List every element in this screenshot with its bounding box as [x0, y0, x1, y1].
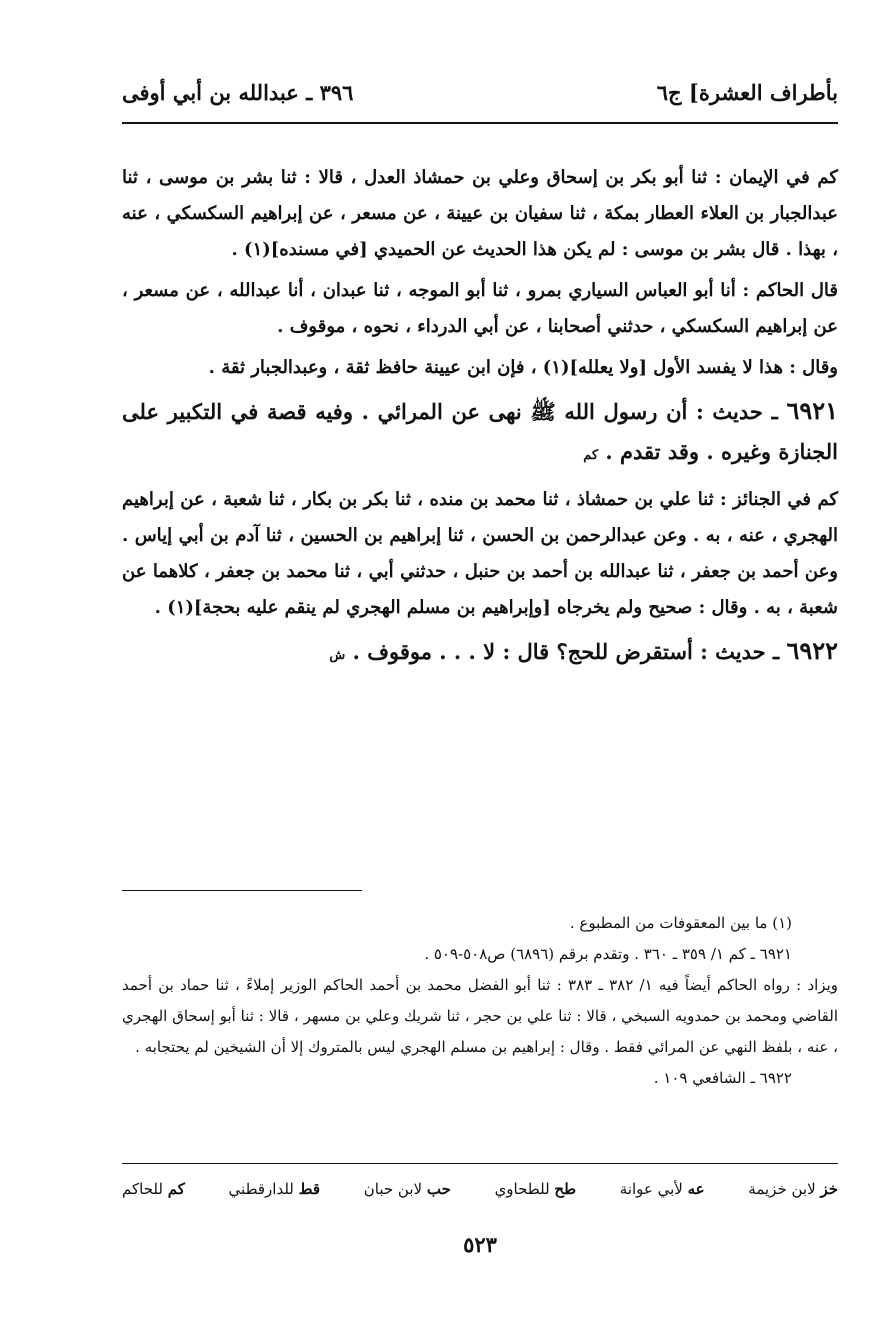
hadith-heading — [122, 391, 838, 476]
hadith-number: ٦٩٢٢ — [786, 636, 838, 665]
paragraph-lead: قال الحاكم : — [742, 280, 838, 301]
paragraph-text: في الجنائز : ثنا علي بن حمشاذ ، ثنا محمد بن منده ، ثنا بكر بن بكار ، ثنا شعبة ، عن إبراهيم الهجري ، عنه ، به . وعن عبدالرحمن بن الحسن ، ثنا إبراهيم بن الحسين ، ثنا آدم بن أبي إياس . وعن أحمد بن جعفر ، ثنا عبدالله بن أحمد بن حنبل ، حدثني أبي ، ثنا محمد بن جعفر ، كلاهما عن شعبة ، به . وقال : صحيح ولم يخرجاه [وإبراهيم بن مسلم الهجري لم ينقم عليه بحجة](١) . — [122, 489, 838, 618]
paragraph-text: أنا أبو العباس السياري بمرو ، ثنا أبو الموجه ، ثنا عبدان ، أنا عبدالله ، عن مسعر ، عن إبراهيم السكسكي ، حدثني أصحابنا ، عن أبي الدرداء ، نحوه ، موقوف . — [122, 280, 838, 337]
siglum-item: خز لابن خزيمة — [748, 1180, 838, 1198]
paragraph-lead: كم — [817, 489, 838, 510]
hadith-number: ٦٩٢١ — [786, 396, 838, 425]
hadith-text: ـ حديث : أن رسول الله ﷺ نهى عن المرائي . وفيه قصة في التكبير على الجنازة وغيره . وقد تقدم . — [122, 399, 838, 464]
main-text — [122, 160, 838, 682]
hadith-siglum: ش — [329, 648, 346, 663]
paragraph — [122, 350, 838, 386]
siglum-item: كم للحاكم — [122, 1180, 185, 1198]
hadith-heading — [122, 631, 838, 676]
sigla-legend — [122, 1180, 838, 1198]
siglum-item: عه لأبي عوانة — [619, 1180, 705, 1198]
siglum-item: طح للطحاوي — [494, 1180, 577, 1198]
footnote: ٦٩٢٢ ـ الشافعي ١٠٩ . — [653, 1069, 792, 1087]
footnote: ٦٩٢١ ـ كم ١/ ٣٥٩ ـ ٣٦٠ . وتقدم برقم (٦٨٩٦) ص٥٠٨-٥٠٩ . — [424, 945, 792, 963]
sigla-rule — [122, 1163, 838, 1164]
footnotes — [122, 908, 838, 1094]
paragraph — [122, 482, 838, 626]
page-number: ٥٢٣ — [463, 1232, 497, 1257]
paragraph — [122, 273, 838, 345]
paragraph-text: هذا لا يفسد الأول [ولا يعلله](١) ، فإن ابن عيينة حافظ ثقة ، وعبدالجبار ثقة . — [208, 357, 783, 378]
siglum-item: حب لابن حبان — [363, 1180, 451, 1198]
header-rule — [122, 122, 838, 124]
hadith-siglum: كم — [583, 448, 599, 463]
footnote-rule — [122, 890, 362, 891]
siglum-item: قط للدارقطني — [228, 1180, 321, 1198]
header-chapter-title: ٣٩٦ ـ عبدالله بن أبي أوفى — [122, 80, 354, 105]
header-book-title: بأطراف العشرة] ج٦ — [656, 80, 838, 105]
running-header — [122, 80, 838, 116]
hadith-text: ـ حديث : أستقرض للحج؟ قال : لا . . . موقوف . — [352, 639, 780, 664]
paragraph-text: في الإيمان : ثنا أبو بكر بن إسحاق وعلي بن حمشاذ العدل ، قالا : ثنا بشر بن موسى ، ثنا عبدالجبار بن العلاء العطار بمكة ، ثنا سفيان بن عيينة ، عن مسعر ، عن إبراهيم السكسكي ، عنه ، بهذا . قال بشر بن موسى : لم يكن هذا الحديث عن الحميدي [في مسنده](١) . — [122, 167, 838, 260]
footnote: (١) ما بين المعقوفات من المطبوع . — [569, 914, 792, 932]
footnote: ويزاد : رواه الحاكم أيضاً فيه ١/ ٣٨٢ ـ ٣٨٣ : ثنا أبو الفضل محمد بن أحمد الحاكم الوزير إملاءً ، ثنا حماد بن أحمد القاضي ومحمد بن حمدويه السبخي ، قالا : ثنا علي بن حجر ، ثنا شريك وعلي بن مسهر ، قالا : ثنا أبو إسحاق الهجري ، عنه ، بلفظ النهي عن المرائي فقط . وقال : إبراهيم بن مسلم الهجري ليس بالمتروك إلا أن الشيخين لم يحتجابه . — [122, 976, 838, 1056]
paragraph — [122, 160, 838, 268]
document-page — [122, 0, 838, 1332]
paragraph-lead: كم — [817, 167, 838, 188]
paragraph-lead: وقال : — [789, 357, 838, 378]
